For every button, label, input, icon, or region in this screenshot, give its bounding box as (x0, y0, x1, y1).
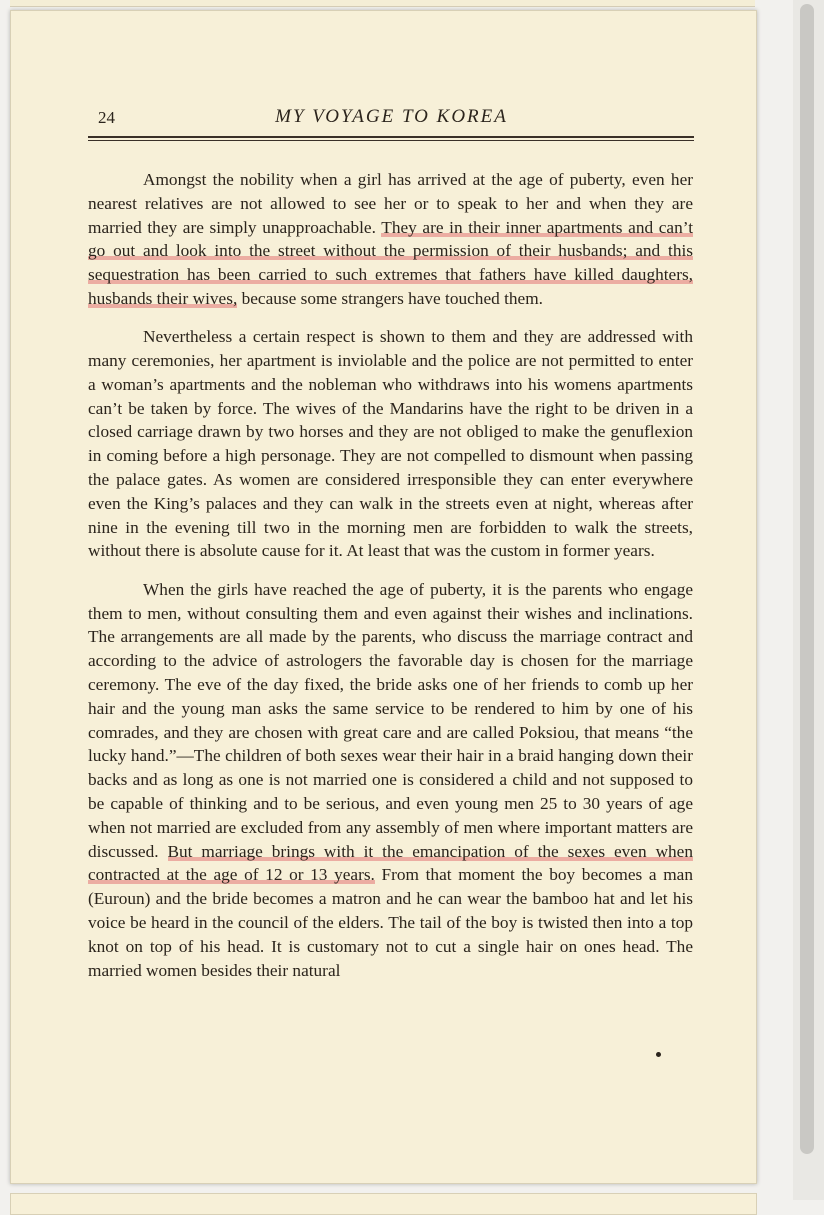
paragraph (88, 325, 693, 563)
paragraph (88, 168, 693, 311)
text-segment: Amongst the nobility when a girl has arrived at the age of puberty, even her nearest relatives are not allowed to see her or to speak to her and when they are married they are simply unapproachable. (88, 170, 693, 237)
header-rule-thin (88, 140, 694, 141)
paragraph (88, 578, 693, 983)
text-segment: because some strangers have touched them. (237, 288, 543, 308)
body-text (88, 168, 693, 997)
next-page-edge (10, 1193, 757, 1215)
running-header (90, 104, 693, 134)
ink-speck (656, 1052, 661, 1057)
text-segment: When the girls have reached the age of puberty, it is the parents who engage them to men, without consulting them and even against their wishes and inclinations. The arrangements are all made by the parents, who discuss the marriage contract and according to the advice of astrologers the favorable day is chosen for the marriage ceremony. The eve of the day fixed, the bride asks one of her friends to comb up her hair and the young man asks the same service to be rendered to him by one of his comrades, and they are chosen with great care and are called Poksiou, that means “the lucky hand.”—The children of both sexes wear their hair in a braid hanging down their backs and as long as one is not married one is considered a child and not supposed to be capable of thinking and to be serious, and even young men 25 to 30 years of age when not married are excluded from any assembly of men where important matters are discussed. (88, 579, 693, 861)
header-rule (88, 136, 694, 138)
highlighted-text: They are in their inner apartments and can’t go out and look into the street without the permission of their husbands; and this sequestration has been carried to such extremes that fathers have killed daughters, husbands their wives, (88, 217, 693, 308)
running-title: MY VOYAGE TO KOREA (275, 106, 508, 127)
scrollbar[interactable] (793, 0, 824, 1200)
highlighted-text: But marriage brings with it the emancipation of the sexes even when contracted at the age of 12 or 13 years. (88, 841, 693, 885)
text-segment: From that moment the boy becomes a man (Euroun) and the bride becomes a matron and he can wear the bamboo hat and let his voice be heard in the council of the elders. The tail of the boy is twisted then into a top knot on top of his head. It is customary not to cut a single hair on ones head. The married women besides their natural (88, 865, 693, 980)
text-segment: Nevertheless a certain respect is shown to them and they are addressed with many ceremonies, her apartment is inviolable and the police are not permitted to enter a woman’s apartments and the nobleman who withdraws into his womens apartments can’t be taken by force. The wives of the Mandarins have the right to be driven in a closed carriage drawn by two horses and they are not obliged to make the genuflexion in coming before a high personage. They are not compelled to dismount when passing the palace gates. As women are considered irresponsible they can enter everywhere even the King’s palaces and they can walk in the streets even at night, whereas after nine in the evening till two in the morning men are forbidden to walk the streets, without there is absolute cause for it. At least that was the custom in former years. (88, 327, 693, 561)
scrollbar-thumb[interactable] (800, 4, 814, 1154)
page-number: 24 (98, 108, 115, 127)
previous-page-edge (10, 0, 755, 7)
